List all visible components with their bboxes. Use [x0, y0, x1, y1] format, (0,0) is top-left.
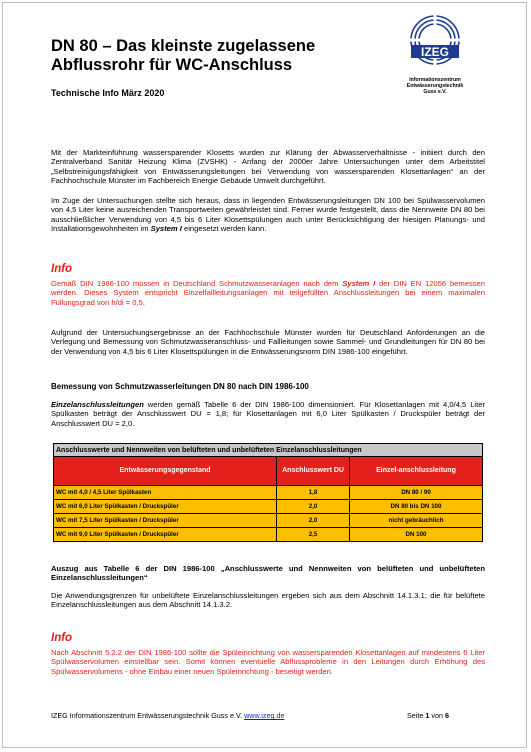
info-text: [51, 279, 485, 307]
paragraph-intro: Mit der Markteinführung wassersparender Klosetts wurden zur Klärung der Abwasserverhältnisse - initiiert durch den Zentralverband Sanitär Heizung Klima (ZVSHK) - Anfang der 2000er Jahre Untersuchungen unter dem Arbeitstitel „Selbstreinigungsfähigkeit von Entwässerungsleitungen bei Verwendung von wassersparenden Klosettanlagen“ an der Fachhochschule Münster im Fachbereich Energie Gebäude Umwelt durchgeführt.: [51, 148, 485, 186]
table-cell: 2,0: [277, 514, 350, 528]
column-header: Entwässerungsgegenstand: [54, 457, 277, 486]
column-header: Anschlusswert DU: [277, 457, 350, 486]
table-cell: WC mit 7,5 Liter Spülkasten / Druckspüler: [54, 514, 277, 528]
text-run: eingesetzt werden kann.: [181, 224, 267, 234]
logo-caption-line: Entwässerungstechnik: [406, 83, 464, 90]
document-page: [2, 2, 527, 748]
term-emphasis: Einzelanschlussleitungen: [51, 400, 144, 409]
logo-wordmark: IZEG: [420, 45, 450, 59]
text-run: Im Zuge der Untersuchungen stellte sich heraus, dass in liegenden Entwässerungsleitungen DN 100 bei Spülwasservolumen von 4,5 Liter keine ausreichenden Transportweiten gewährleistet sind. Ferner wurde festgestellt, dass die Nennweite DN 80 bei ausschließlicher Verwendung von 4,5 bis 6 Liter Klosettspülungen auch unter Berücksichtigung der hiesigen Planungs- und Installationsgewohnheiten im: [51, 196, 485, 234]
table-cell: WC mit 6,0 Liter Spülkasten / Druckspüler: [54, 500, 277, 514]
table-cell: DN 80 / 90: [350, 486, 483, 500]
table-cell: 2,5: [277, 528, 350, 542]
page-current: 1: [425, 711, 430, 720]
text-run: werden gemäß Tabelle 6 der DIN 1986-100 dimensioniert. Für Klosettanlagen mit 4,0/4,5 Liter Spülkasten beträgt der Anschlusswert DU = 1,8; für Klosettanlagen mit 6,0 Liter Spülkasten / Druckspüler beträgt der Anschlusswert DU = 2,0.: [51, 400, 485, 428]
connection-values-table: [53, 443, 483, 542]
paragraph-dimensioning: [51, 400, 485, 428]
title-line-1: DN 80 – Das kleinste zugelassene: [51, 37, 316, 55]
table-caption: Anschlusswerte und Nennweiten von belüfteten und unbelüfteten Einzelanschlussleitungen: [54, 444, 483, 457]
table-cell: WC mit 9,0 Liter Spülkasten / Druckspüler: [54, 528, 277, 542]
table-cell: DN 80 bis DN 100: [350, 500, 483, 514]
footer-organization: [51, 711, 284, 720]
table-cell: 2,0: [277, 500, 350, 514]
info-text: Nach Abschnitt 5.2.2 der DIN 1986-100 sollte die Spüleinrichtung von wassersparenden Klosettanlagen auf mindestens 6 Liter Spülwasservolumen einstellbar sein. Somit können eventuelle Abflussprobleme in den Leitungen durch Erhöhung des Spülwasservolumens - ohne Einbau einer neuen Spüleinrichtung - beseitigt werden.: [51, 648, 485, 676]
page-counter: [407, 711, 449, 720]
text-run: Gemäß DIN 1986-100 müssen in Deutschland Schmutzwasseranlagen nach dem: [51, 279, 343, 288]
izeg-logo-icon: [387, 7, 483, 77]
table-cell: WC mit 4,0 / 4,5 Liter Spülkasten: [54, 486, 277, 500]
table-row: [54, 500, 483, 514]
paragraph-findings: [51, 196, 485, 234]
table-cell: nicht gebräuchlich: [350, 514, 483, 528]
logo-caption-line: Guss e.V.: [423, 89, 447, 96]
title-line-2: Abflussrohr für WC-Anschluss: [51, 56, 293, 74]
section-heading: Bemessung von Schmutzwasserleitungen DN 80 nach DIN 1986-100: [51, 382, 309, 391]
izeg-logo: [387, 7, 483, 82]
info-heading: Info: [51, 632, 73, 644]
page-of: von: [431, 711, 443, 720]
footer-website-link[interactable]: www.izeg.de: [244, 711, 285, 720]
paragraph-limits: Die Anwendungsgrenzen für unbelüftete Einzelanschlussleitungen ergeben sich aus dem Abschnitt 14.1.3.1; die für belüftete Einzelanschlussleitungen aus dem Abschnitt 14.1.3.2.: [51, 591, 485, 610]
page-title: [51, 37, 351, 75]
table-caption-row: [54, 444, 483, 457]
page-total: 6: [444, 711, 449, 720]
paragraph-requirements: Aufgrund der Untersuchungsergebnisse an der Fachhochschule Münster wurden für Deutschland Anforderungen an die Verlegung und Bemessung von Schmutzwasseranschluss- und Fallleitungen sowie Sammel- und Grundleitungen für DN 80 bei der Verwendung von 4,5 bis 6 Liter Klosettspülungen in die Entwässerungsnorm DIN 1986-100 eingeführt.: [51, 328, 485, 356]
table-cell: 1,8: [277, 486, 350, 500]
system-i-emphasis: System I: [150, 224, 182, 234]
page-label: Seite: [407, 711, 424, 720]
column-header: Einzel-anschlussleitung: [350, 457, 483, 486]
table-row: [54, 528, 483, 542]
logo-caption-line: Informationszentrum: [409, 77, 461, 83]
table-source-caption: Auszug aus Tabelle 6 der DIN 1986-100 „Anschlusswerte und Nennweiten von belüfteten und unbelüfteten Einzelanschlussleitungen“: [51, 564, 485, 583]
document-subtitle: Technische Info März 2020: [51, 88, 165, 98]
table-row: [54, 514, 483, 528]
logo-caption: [387, 77, 483, 96]
system-i-emphasis: System I: [342, 279, 376, 288]
text-run: der DIN EN 12056 bemessen werden. Dieses System entspricht Einzelfallleitungsanlagen mit teilgefüllten Anschlussleitungen bei einem maximalen Füllungsgrad von h/di = 0,5.: [51, 279, 485, 307]
table-cell: DN 100: [350, 528, 483, 542]
info-heading: Info: [51, 263, 73, 275]
table-row: [54, 486, 483, 500]
footer-org-name: IZEG Informationszentrum Entwässerungstechnik Guss e.V.: [51, 711, 243, 720]
table-header-row: [54, 457, 483, 486]
